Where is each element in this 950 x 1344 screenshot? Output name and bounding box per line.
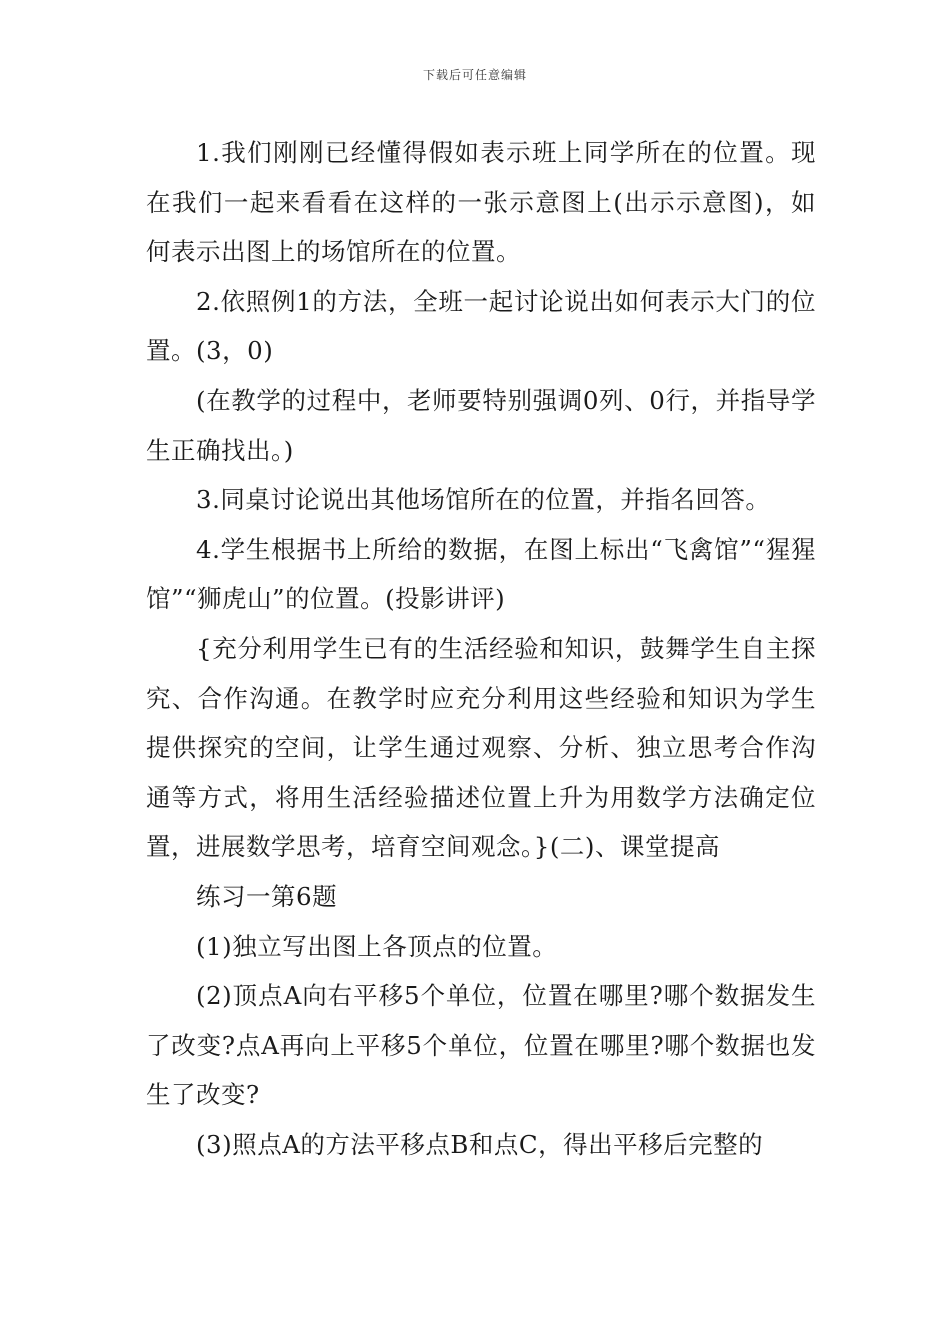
document-body (146, 128, 816, 1169)
paragraph-8: (1)独立写出图上各顶点的位置。 (196, 931, 558, 961)
paragraph-6: {充分利用学生已有的生活经验和知识，鼓舞学生自主探究、合作沟通。在教学时应充分利用这些经验和知识为学生提供探究的空间，让学生通过观察、分析、独立思考合作沟通等方式，将用生活经验描述位置上升为用数学方法确定位置，进展数学思考，培育空间观念。}(二)、课堂提高 (146, 633, 816, 862)
paragraph-3: (在教学的过程中，老师要特别强调0列、0行，并指导学生正确找出。) (146, 385, 816, 465)
paragraph-7: 练习一第6题 (196, 881, 338, 911)
paragraph-5: 4.学生根据书上所给的数据，在图上标出“飞禽馆”“猩猩馆”“狮虎山”的位置。(投影讲评) (146, 534, 816, 614)
paragraph-10: (3)照点A的方法平移点B和点C，得出平移后完整的 (196, 1129, 764, 1159)
paragraph-1: 1.我们刚刚已经懂得假如表示班上同学所在的位置。现在我们一起来看看在这样的一张示意图上(出示示意图)，如何表示出图上的场馆所在的位置。 (146, 138, 816, 267)
paragraph-4: 3.同桌讨论说出其他场馆所在的位置，并指名回答。 (196, 485, 771, 515)
paragraph-2: 2.依照例1的方法，全班一起讨论说出如何表示大门的位置。(3，0) (146, 286, 816, 366)
page-header: 下载后可任意编辑 (422, 68, 527, 82)
paragraph-9: (2)顶点A向右平移5个单位，位置在哪里?哪个数据发生了改变?点A再向上平移5个单位，位置在哪里?哪个数据也发生了改变? (146, 981, 816, 1110)
